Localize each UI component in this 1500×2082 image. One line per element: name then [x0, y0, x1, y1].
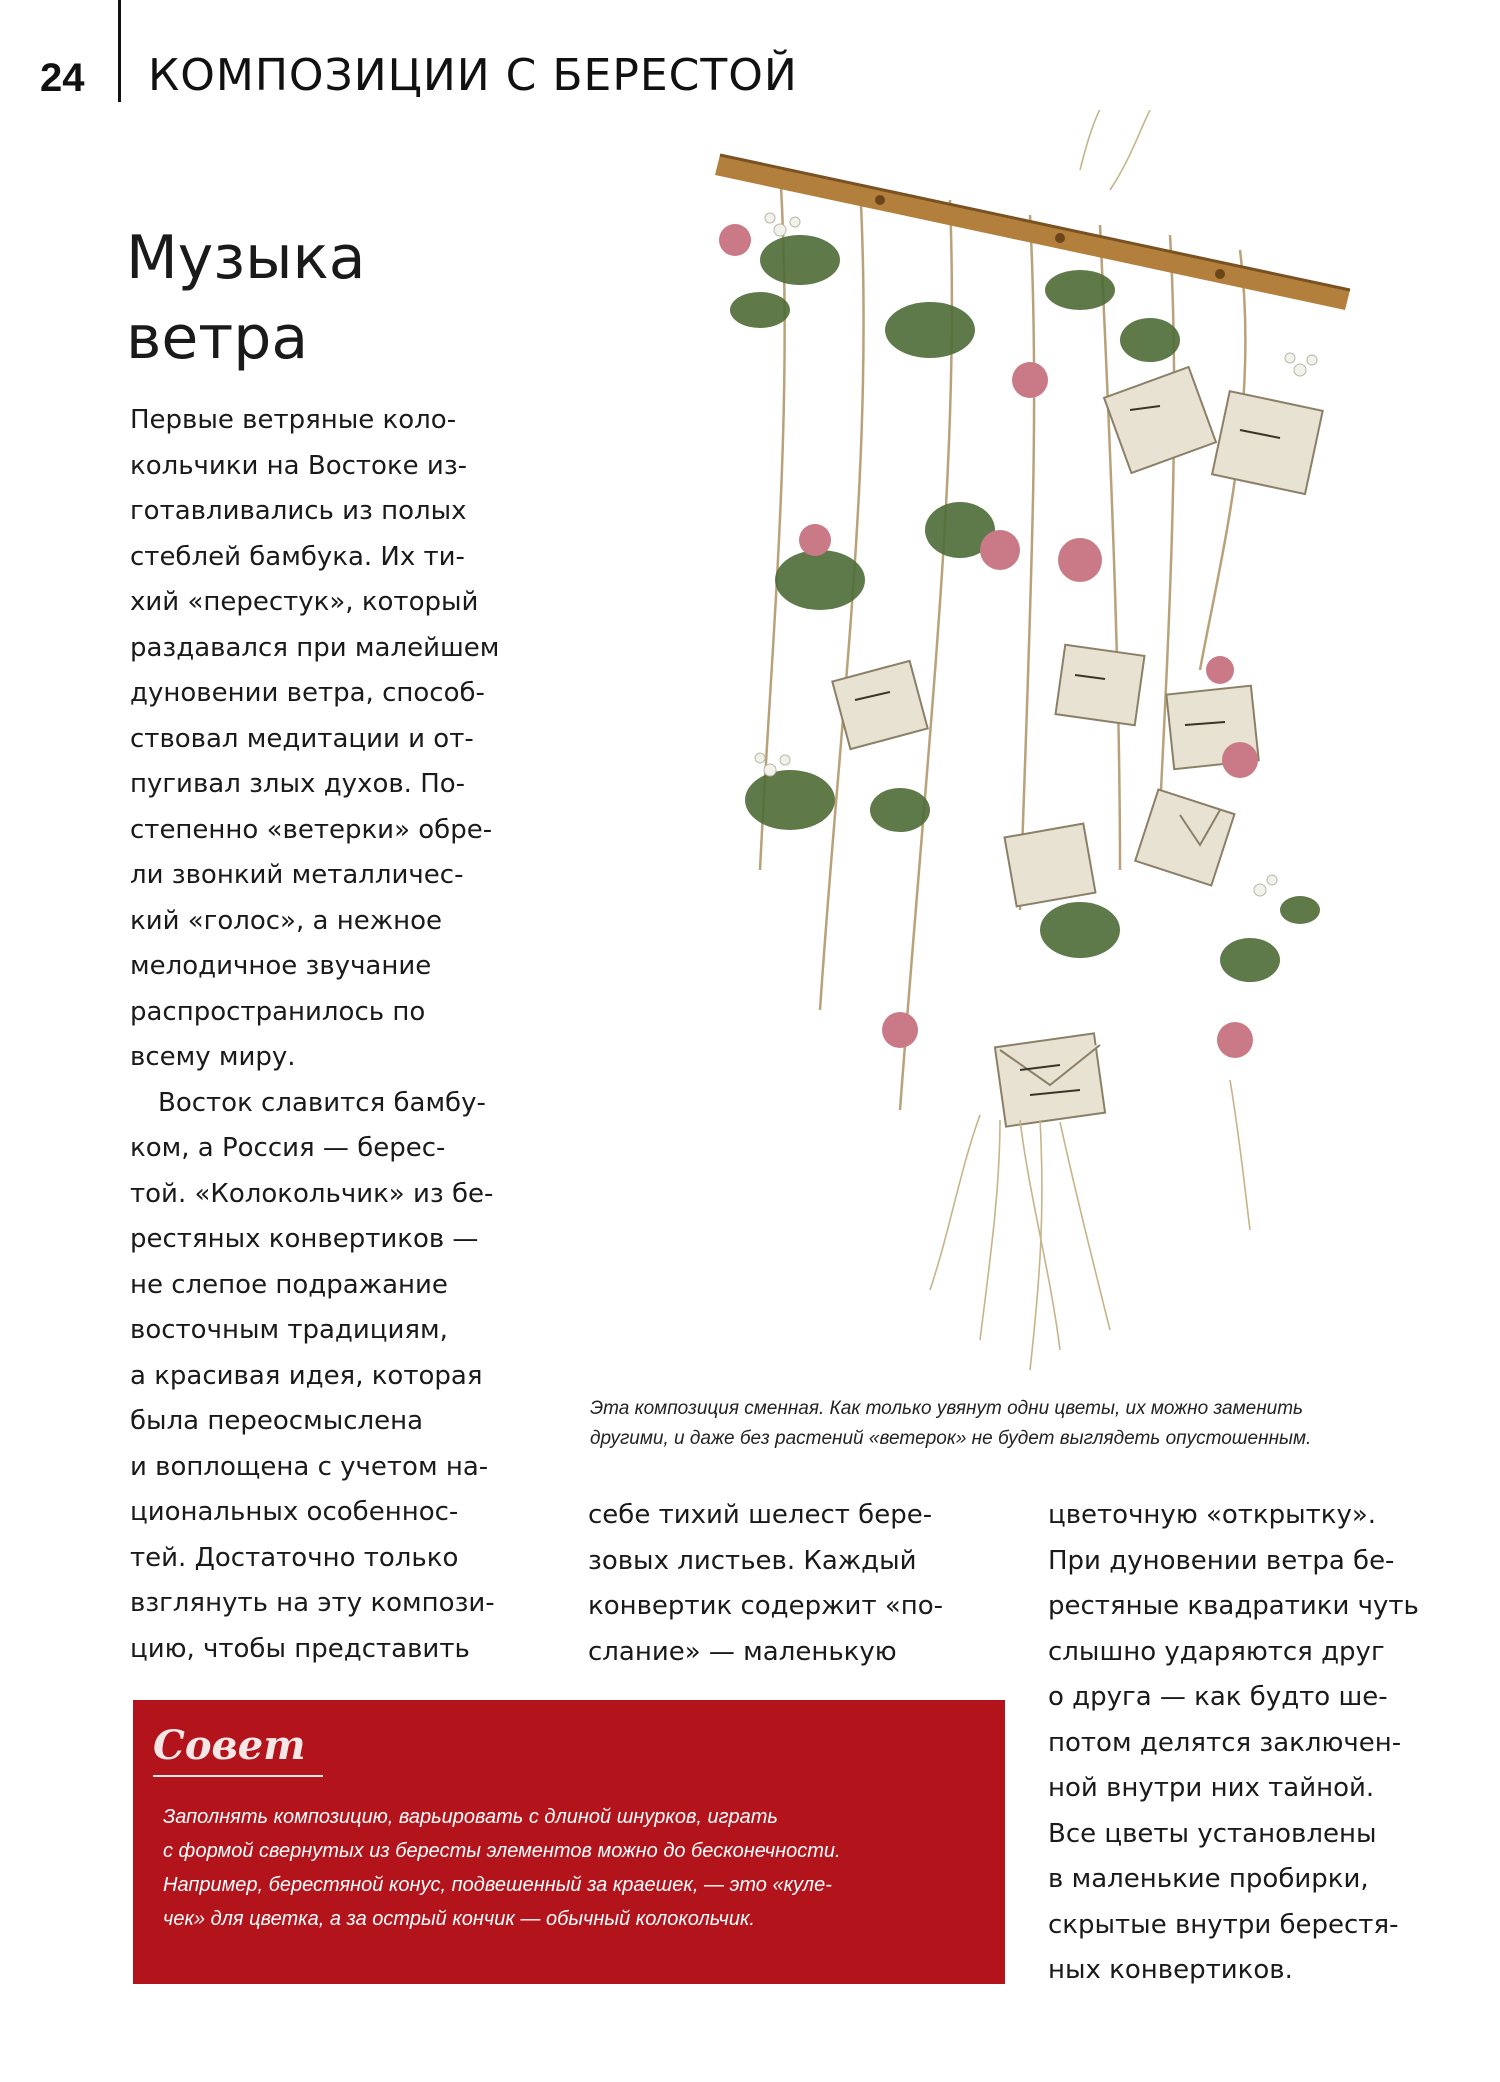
text-line: скрытые внутри берестя-	[1048, 1909, 1399, 1940]
text-line: кольчики на Востоке из-	[130, 450, 468, 481]
tip-line: Например, берестяной конус, подвешенный за краешек, — это «куле-	[163, 1874, 832, 1896]
text-line: ных конвертиков.	[1048, 1955, 1293, 1985]
text-line: мелодичное звучание	[130, 951, 432, 981]
text-line: рестяных конвертиков —	[130, 1224, 479, 1254]
text-line: рестяные квадратики чуть	[1048, 1591, 1419, 1621]
page-number: 24	[40, 56, 85, 100]
text-line: зовых листьев. Каждый	[588, 1545, 917, 1576]
photo-caption	[590, 1394, 1470, 1454]
text-line: ком, а Россия — берес-	[130, 1133, 446, 1163]
text-line: распространилось по	[130, 996, 426, 1027]
text-line: ствовал медитации и от-	[130, 723, 474, 754]
text-line: хий «перестук», который	[130, 587, 479, 617]
text-line: в маленькие пробирки,	[1048, 1864, 1369, 1894]
text-line: циональных особеннос-	[130, 1497, 459, 1527]
text-line: была переосмыслена	[130, 1406, 424, 1436]
text-line: а красивая идея, которая	[130, 1360, 483, 1391]
text-line: слышно ударяются друг	[1048, 1636, 1385, 1667]
caption-line: другими, и даже без растений «ветерок» не будет выглядеть опустошенным.	[590, 1428, 1312, 1449]
text-line: ли звонкий металличес-	[130, 860, 464, 890]
wind-chime-photo	[700, 110, 1460, 1390]
text-line: При дуновении ветра бе-	[1048, 1545, 1395, 1576]
tip-box	[133, 1700, 1005, 1984]
text-line: взглянуть на эту компози-	[130, 1588, 495, 1618]
text-line: готавливались из полых	[130, 496, 467, 526]
tip-line: с формой свернутых из бересты элементов можно до бесконечности.	[163, 1840, 841, 1862]
hanging-strings	[760, 170, 1245, 1110]
text-line: цию, чтобы представить	[130, 1633, 470, 1664]
text-line: конвертик содержит «по-	[588, 1591, 944, 1621]
text-line: Все цветы установлены	[1048, 1818, 1377, 1849]
text-line: цветочную «открытку».	[1048, 1500, 1377, 1530]
text-line: себе тихий шелест бере-	[588, 1500, 933, 1530]
body-column-2	[588, 1493, 943, 1675]
body-column-3	[1048, 1493, 1419, 1994]
text-line: слание» — маленькую	[588, 1636, 897, 1667]
header-divider	[118, 0, 121, 102]
text-line: стеблей бамбука. Их ти-	[130, 541, 465, 572]
text-line: восточным традициям,	[130, 1315, 448, 1345]
page-header	[0, 0, 1500, 120]
text-line: раздавался при малейшем	[130, 632, 500, 663]
text-line: ной внутри них тайной.	[1048, 1773, 1375, 1803]
text-line: тей. Достаточно только	[130, 1542, 459, 1573]
text-line: Восток славится бамбу-	[158, 1087, 486, 1118]
text-line: кий «голос», а нежное	[130, 905, 443, 936]
tip-line: Заполнять композицию, варьировать с длиной шнурков, играть	[163, 1806, 778, 1828]
tip-text	[163, 1800, 841, 1936]
text-line: всему миру.	[130, 1042, 296, 1072]
tip-title: Совет	[153, 1722, 306, 1769]
article-title-line: Музыка	[126, 223, 366, 293]
article-title-line: ветра	[126, 303, 309, 373]
text-line: Первые ветряные коло-	[130, 405, 457, 435]
text-line: потом делятся заключен-	[1048, 1727, 1402, 1758]
text-line: пугивал злых духов. По-	[130, 769, 466, 799]
text-line: той. «Колокольчик» из бе-	[130, 1178, 494, 1209]
text-line: о друга — как будто ше-	[1048, 1682, 1388, 1712]
text-line: дуновении ветра, способ-	[130, 678, 485, 708]
text-line: степенно «ветерки» обре-	[130, 814, 493, 845]
text-line: и воплощена с учетом на-	[130, 1451, 489, 1482]
section-title: КОМПОЗИЦИИ С БЕРЕСТОЙ	[148, 50, 798, 101]
text-line: не слепое подражание	[130, 1269, 448, 1300]
article-title	[126, 218, 366, 378]
body-column-1	[130, 398, 499, 1672]
caption-line: Эта композиция сменная. Как только увянут одни цветы, их можно заменить	[590, 1398, 1304, 1419]
tip-line: чек» для цветка, а за острый кончик — обычный колокольчик.	[163, 1908, 755, 1930]
tip-title-underline	[153, 1775, 323, 1777]
